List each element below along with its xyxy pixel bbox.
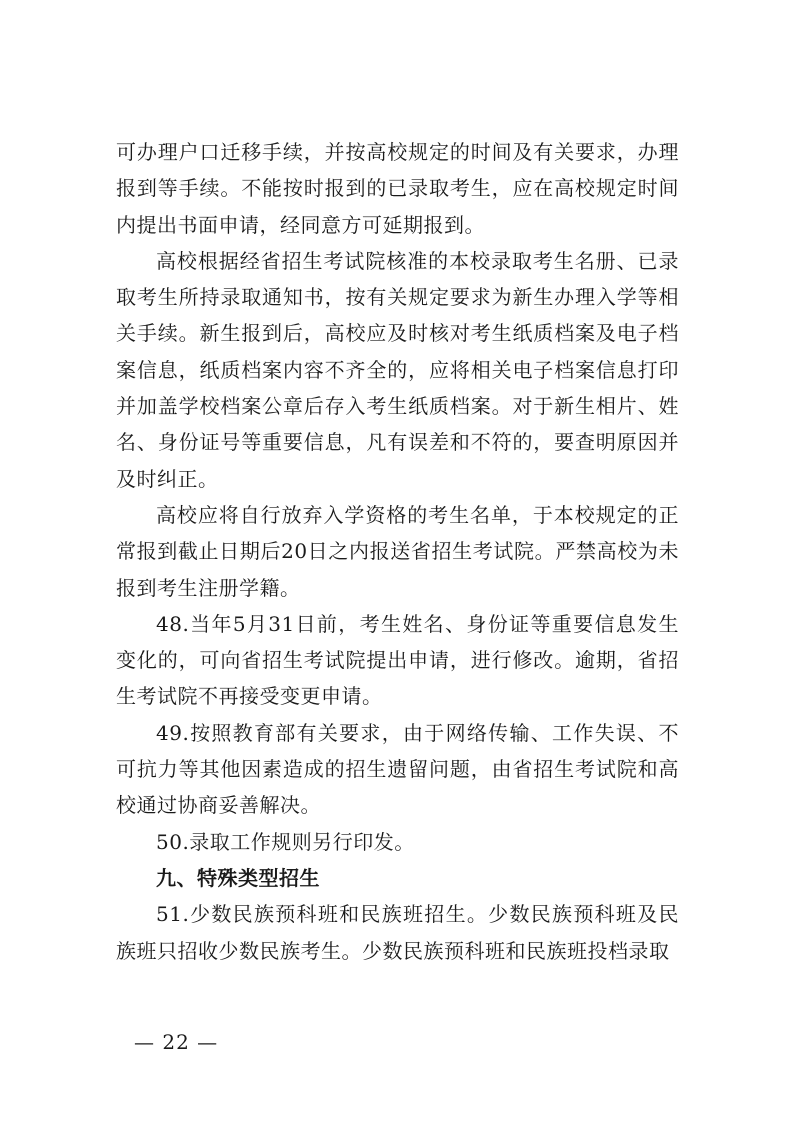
- section-heading: 九、特殊类型招生: [156, 865, 320, 890]
- paragraph-4: 48.当年5月31日前，考生姓名、身份证等重要信息发生变化的，可向省招生考试院提出申请，进行修改。逾期，省招生考试院不再接受变更申请。: [116, 611, 679, 709]
- paragraph-1: 可办理户口迁移手续，并按高校规定的时间及有关要求，办理报到等手续。不能按时报到的已录取考生，应在高校规定时间内提出书面申请，经同意方可延期报到。: [116, 140, 679, 237]
- paragraph-6: 50.录取工作规则另行印发。: [156, 829, 415, 854]
- paragraph-2: 高校根据经省招生考试院核准的本校录取考生名册、已录取考生所持录取通知书，按有关规定要求为新生办理入学等相关手续。新生报到后，高校应及时核对考生纸质档案及电子档案信息，纸质档案内容不齐全的，应将相关电子档案信息打印并加盖学校档案公章后存入考生纸质档案。对于新生相片、姓名、身份证号等重要信息，凡有误差和不符的，要查明原因并及时纠正。: [116, 248, 679, 491]
- paragraph-7: 51.少数民族预科班和民族班招生。少数民族预科班及民族班只招收少数民族考生。少数民族预科班和民族班投档录取: [116, 902, 679, 963]
- paragraph-3: 高校应将自行放弃入学资格的考生名单，于本校规定的正常报到截止日期后20日之内报送省招生考试院。严禁高校为未报到考生注册学籍。: [116, 502, 679, 600]
- page-number: — 22 —: [134, 1030, 219, 1054]
- document-body: [116, 134, 679, 969]
- paragraph-5: 49.按照教育部有关要求，由于网络传输、工作失误、不可抗力等其他因素造成的招生遗留问题，由省招生考试院和高校通过协商妥善解决。: [116, 720, 679, 818]
